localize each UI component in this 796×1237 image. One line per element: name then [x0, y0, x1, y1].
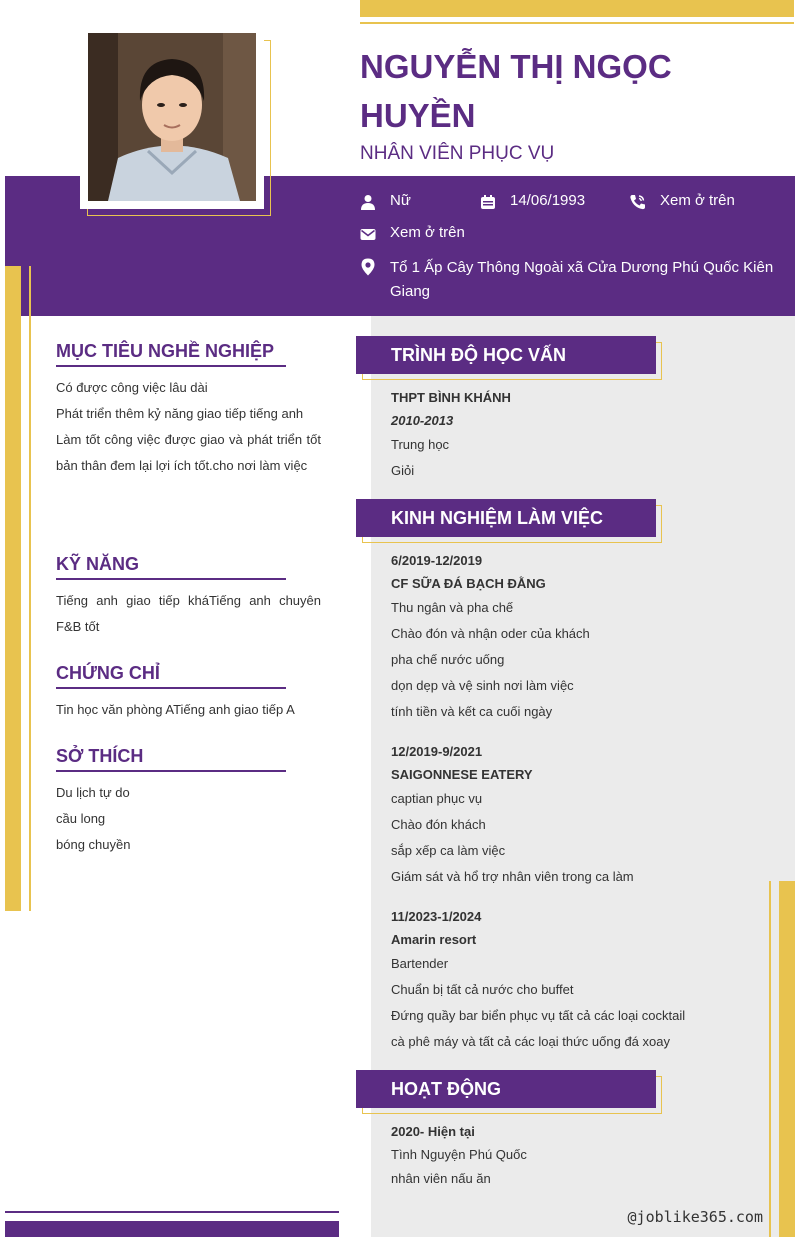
job-company: SAIGONNESE EATERY — [391, 767, 533, 782]
job-period: 6/2019-12/2019 — [391, 553, 483, 568]
phone-value[interactable]: Xem ở trên — [660, 192, 735, 209]
birthdate-value: 14/06/1993 — [510, 192, 586, 209]
activity-entry — [391, 1120, 771, 1192]
job-company: CF SỮA ĐÁ BẠCH ĐẰNG — [391, 576, 546, 591]
map-pin-icon — [360, 258, 376, 276]
education-grade: Giỏi — [391, 463, 415, 478]
candidate-name: NGUYỄN THỊ NGỌC HUYỀN — [360, 48, 672, 134]
contact-gender — [360, 192, 411, 210]
objective-line: Làm tốt công việc được giao và phát triển tốt bản thân đem lại lợi ích tốt.cho nơi làm việc — [56, 432, 321, 473]
hobbies-section — [56, 744, 321, 858]
user-icon — [360, 194, 376, 210]
job-period: 12/2019-9/2021 — [391, 744, 483, 759]
bottom-purple-bar — [5, 1221, 339, 1237]
job-period: 11/2023-1/2024 — [391, 909, 482, 924]
hobbies-heading: SỞ THÍCH — [56, 744, 286, 772]
envelope-icon — [360, 226, 376, 242]
skills-line: Tiếng anh giao tiếp kháTiếng anh chuyên F&B tốt — [56, 593, 321, 634]
gender-value: Nữ — [390, 192, 411, 209]
bottom-purple-line — [5, 1211, 339, 1213]
hobby-item: bóng chuyền — [56, 837, 131, 852]
skills-section — [56, 552, 321, 640]
education-block — [391, 386, 771, 484]
experience-heading: KINH NGHIỆM LÀM VIỆC — [391, 508, 604, 528]
top-yellow-band — [360, 0, 794, 17]
certificates-line: Tin học văn phòng ATiếng anh giao tiếp A — [56, 702, 295, 717]
right-yellow-bar — [779, 881, 795, 1237]
experience-heading-box — [356, 499, 656, 537]
contact-phone — [629, 192, 735, 210]
activity-period: 2020- Hiện tại — [391, 1124, 475, 1139]
watermark: @joblike365.com — [627, 1208, 763, 1226]
top-yellow-line — [360, 22, 794, 24]
contact-address — [360, 256, 780, 304]
objective-heading: MỤC TIÊU NGHỀ NGHIỆP — [56, 339, 286, 367]
objective-line: Phát triển thêm kỷ năng giao tiếp tiếng anh — [56, 406, 304, 421]
job-company: Amarin resort — [391, 932, 477, 947]
certificates-body — [56, 697, 321, 723]
job-duty: cà phê máy và tất cả các loại thức uống đá xoay — [391, 1034, 670, 1049]
education-heading-box — [356, 336, 656, 374]
job-duty: pha chế nước uống — [391, 652, 505, 667]
job-title: NHÂN VIÊN PHỤC VỤ — [360, 143, 555, 164]
job-duty: Giám sát và hổ trợ nhân viên trong ca làm — [391, 869, 634, 884]
objective-section — [56, 339, 321, 479]
job-duty: captian phục vụ — [391, 791, 483, 806]
job-duty: Chào đón và nhận oder của khách — [391, 626, 590, 641]
objective-body — [56, 375, 321, 479]
job-duty: Bartender — [391, 956, 449, 971]
job-duty: sắp xếp ca làm việc — [391, 843, 506, 858]
left-yellow-line — [29, 266, 31, 911]
address-value: Tổ 1 Ấp Cây Thông Ngoài xã Cửa Dương Phú Quốc Kiên Giang — [390, 259, 774, 300]
job-entry — [391, 905, 771, 1055]
job-entry — [391, 549, 771, 725]
profile-photo — [88, 33, 256, 201]
activities-heading: HOẠT ĐỘNG — [391, 1079, 501, 1099]
education-level: Trung học — [391, 437, 450, 452]
activity-org: Tình Nguyện Phú Quốc — [391, 1147, 527, 1162]
job-entry — [391, 740, 771, 890]
phone-icon — [629, 194, 646, 210]
profile-photo-illustration — [88, 33, 256, 201]
hobbies-body — [56, 780, 321, 858]
certificates-heading: CHỨNG CHỈ — [56, 661, 286, 689]
job-duty: Đứng quầy bar biển phục vụ tất cả các loại cocktail — [391, 1008, 686, 1023]
activities-heading-box — [356, 1070, 656, 1108]
job-duty: dọn dẹp và vệ sinh nơi làm việc — [391, 678, 574, 693]
school-name: THPT BÌNH KHÁNH — [391, 390, 511, 405]
certificates-section — [56, 661, 321, 723]
hobby-item: Du lịch tự do — [56, 785, 130, 800]
hobby-item: cầu long — [56, 811, 106, 826]
job-duty: Chuẩn bị tất cả nước cho buffet — [391, 982, 574, 997]
objective-line: Có được công việc lâu dài — [56, 380, 208, 395]
contact-email — [360, 224, 465, 242]
email-value[interactable]: Xem ở trên — [390, 224, 465, 241]
left-yellow-bar — [5, 266, 21, 911]
education-heading: TRÌNH ĐỘ HỌC VẤN — [391, 345, 566, 365]
activity-role: nhân viên nấu ăn — [391, 1171, 491, 1186]
job-duty: Thu ngân và pha chế — [391, 600, 514, 615]
skills-body — [56, 588, 321, 640]
contact-birthdate — [480, 192, 585, 210]
calendar-icon — [480, 194, 496, 210]
job-duty: tính tiền và kết ca cuối ngày — [391, 704, 553, 719]
skills-heading: KỸ NĂNG — [56, 552, 286, 580]
job-duty: Chào đón khách — [391, 817, 486, 832]
education-period: 2010-2013 — [391, 413, 454, 428]
